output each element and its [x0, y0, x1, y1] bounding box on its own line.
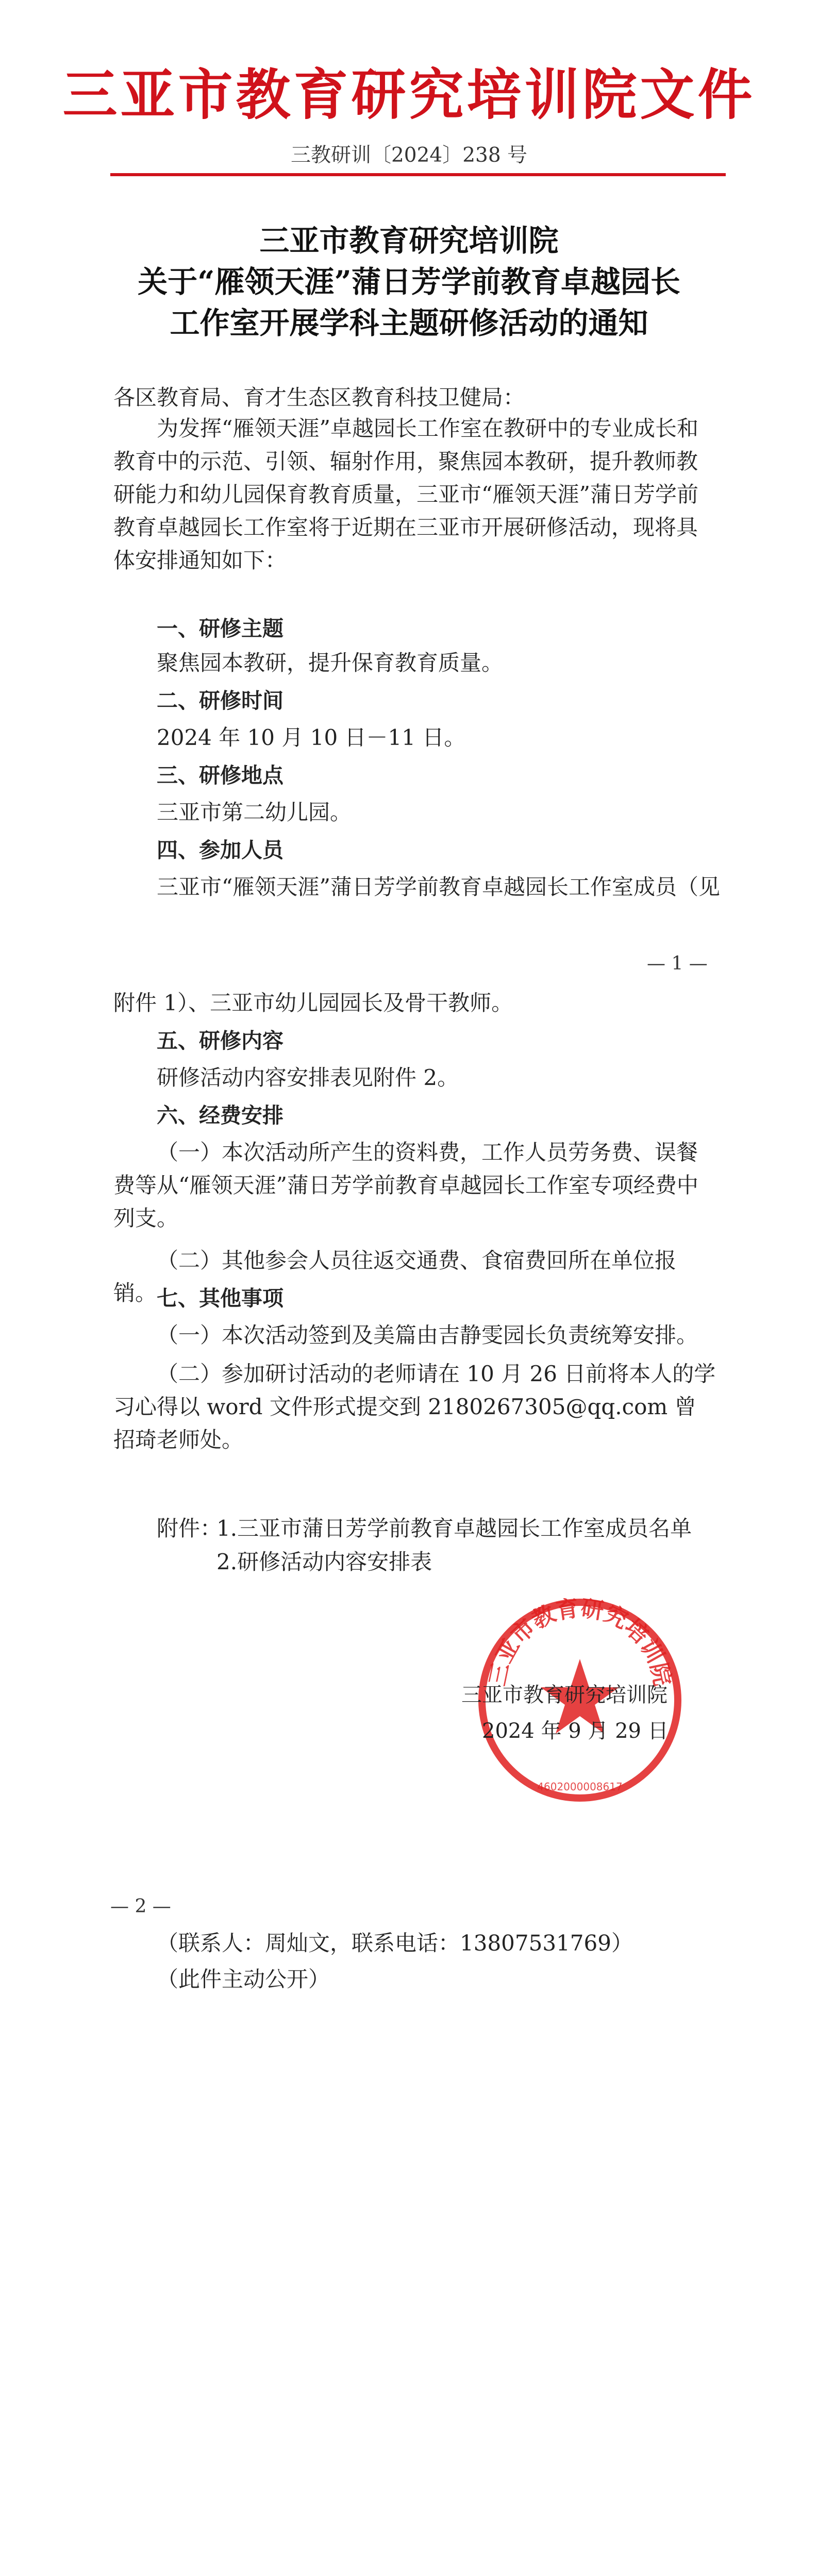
publicity-note: （此件主动公开） — [157, 1967, 330, 1992]
section-body-participants-b: 附件 1）、三亚市幼儿园园长及骨干教师。 — [113, 990, 513, 1015]
section-body-location: 三亚市第二幼儿园。 — [157, 800, 352, 825]
section-heading-topic: 一、研修主题 — [157, 616, 283, 641]
notice-title-line2: 关于“雁领天涯”蒲日芳学前教育卓越园长 — [138, 264, 680, 299]
section-body-content: 研修活动内容安排表见附件 2。 — [157, 1065, 459, 1090]
salutation: 各区教育局、育才生态区教育科技卫健局： — [113, 385, 525, 410]
section-body-time: 2024 年 10 月 10 日－11 日。 — [157, 725, 466, 750]
section-heading-location: 三、研修地点 — [157, 763, 283, 788]
attachment-item-2: 2.研修活动内容安排表 — [216, 1549, 432, 1574]
funding-item-2: （二）其他参会人员往返交通费、食宿费回所在单位报销。 — [113, 1248, 677, 1306]
notice-title-line1: 三亚市教育研究培训院 — [259, 223, 559, 258]
contact-info: （联系人：周灿文，联系电话：13807531769） — [157, 1930, 633, 1956]
attachment-item-1: 1.三亚市蒲日芳学前教育卓越园长工作室成员名单 — [216, 1516, 692, 1541]
page-number-2: — 2 — — [110, 1896, 171, 1917]
notice-title-line3: 工作室开展学科主题研修活动的通知 — [170, 306, 648, 341]
red-divider — [110, 173, 726, 176]
svg-text:4602000008617: 4602000008617 — [537, 1781, 623, 1793]
section-heading-content: 五、研修内容 — [157, 1028, 283, 1053]
signature-date: 2024 年 9 月 29 日 — [482, 1719, 669, 1743]
intro-paragraph: 为发挥“雁领天涯”卓越园长工作室在教研中的专业成长和教育中的示范、引领、辐射作用，聚焦园本教研，提升教师教研能力和幼儿园保育教育质量，三亚市“雁领天涯”蒲日芳学前教育卓越园长工作室将于近期在三亚市开展研修活动，现将具体安排通知如下： — [113, 416, 698, 573]
section-heading-time: 二、研修时间 — [157, 688, 283, 713]
section-heading-funding: 六、经费安排 — [157, 1103, 283, 1128]
funding-item-1: （一）本次活动所产生的资料费，工作人员劳务费、误餐费等从“雁领天涯”蒲日芳学前教育卓越园长工作室专项经费中列支。 — [113, 1140, 698, 1231]
signature-org: 三亚市教育研究培训院 — [461, 1683, 667, 1707]
attachments-label: 附件： — [157, 1516, 222, 1541]
section-body-participants-a: 三亚市“雁领天涯”蒲日芳学前教育卓越园长工作室成员（见 — [157, 874, 720, 900]
section-heading-participants: 四、参加人员 — [157, 838, 283, 862]
other-item-2: （二）参加研讨活动的老师请在 10 月 26 日前将本人的学习心得以 word 文件形式提交到 2180267305@qq.com 曾招琦老师处。 — [113, 1361, 716, 1452]
document-header-title: 三亚市教育研究培训院文件 — [62, 63, 756, 127]
document-number: 三教研训〔2024〕238 号 — [290, 144, 528, 167]
section-heading-other: 七、其他事项 — [157, 1286, 283, 1311]
page-number-1: — 1 — — [647, 953, 708, 974]
svg-text:三亚市教育研究培训院: 三亚市教育研究培训院 — [484, 1595, 676, 1688]
other-item-1: （一）本次活动签到及美篇由吉静雯园长负责统筹安排。 — [157, 1323, 698, 1348]
section-body-topic: 聚焦园本教研，提升保育教育质量。 — [157, 650, 504, 675]
